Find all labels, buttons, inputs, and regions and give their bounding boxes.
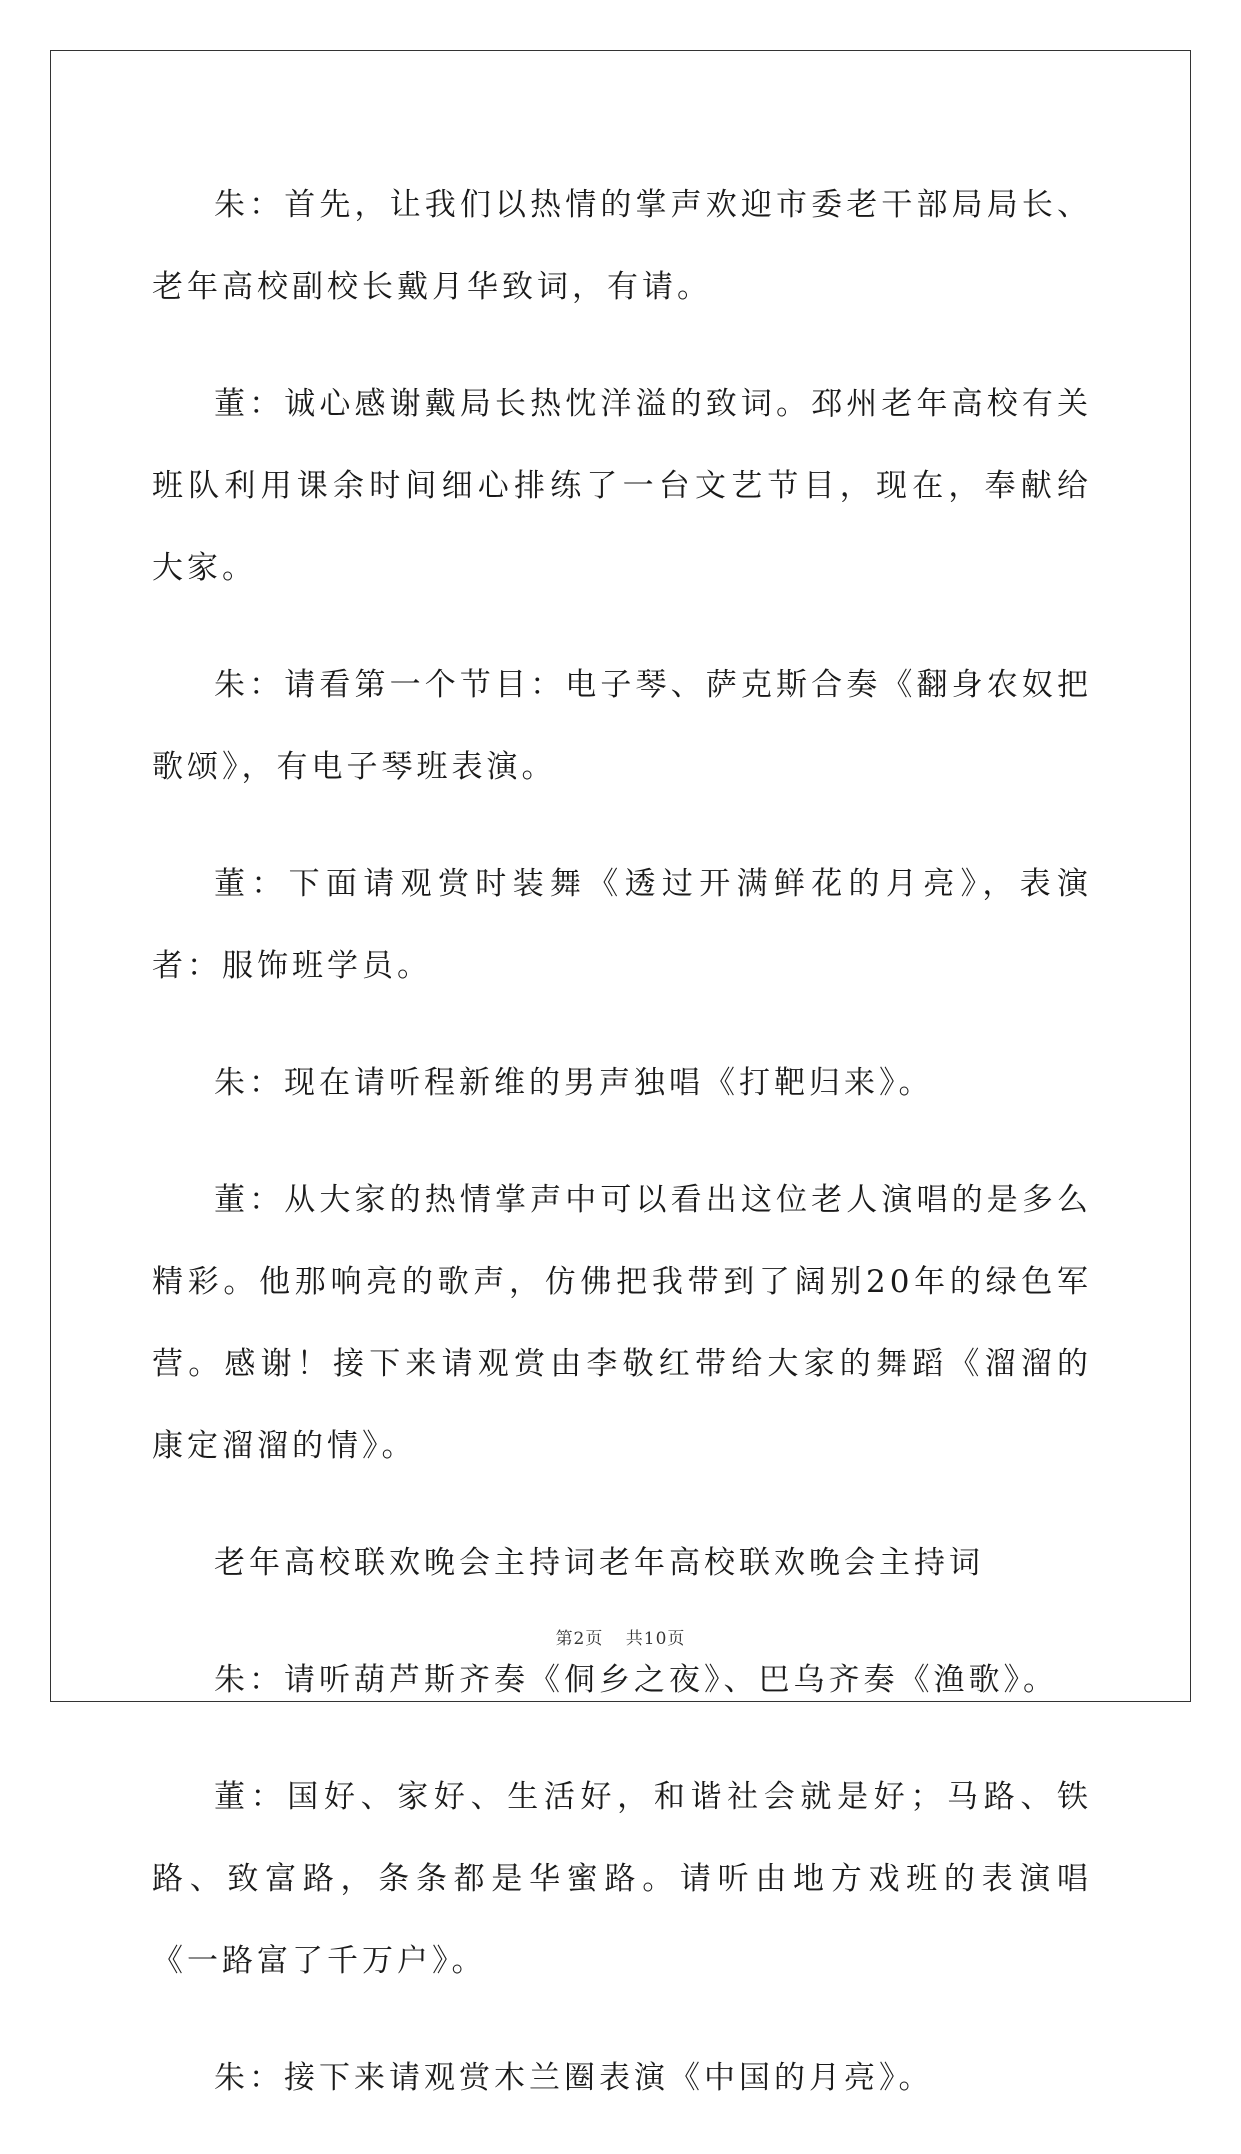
paragraph: 朱：首先，让我们以热情的掌声欢迎市委老干部局局长、老年高校副校长戴月华致词，有请。: [152, 187, 1092, 305]
paragraph: 朱：请听葫芦斯齐奏《侗乡之夜》、巴乌齐奏《渔歌》。: [214, 1662, 1058, 1698]
page-number: 第2页: [555, 1629, 604, 1649]
paragraph: 朱：现在请听程新维的男声独唱《打靶归来》。: [214, 1065, 934, 1101]
paragraph: 董：从大家的热情掌声中可以看出这位老人演唱的是多么精彩。他那响亮的歌声，仿佛把我带到了阔别20年的绿色军营。感谢！接下来请观赏由李敬红带给大家的舞蹈《溜溜的康定溜溜的情》。: [152, 1182, 1092, 1464]
document-body: [152, 164, 1092, 2154]
paragraph: 朱：接下来请观赏木兰圈表演《中国的月亮》。: [214, 2060, 934, 2096]
paragraph: 董：诚心感谢戴局长热忱洋溢的致词。邳州老年高校有关班队利用课余时间细心排练了一台文艺节目，现在，奉献给大家。: [152, 386, 1092, 586]
page-footer: [0, 1624, 1241, 1649]
paragraph: 老年高校联欢晚会主持词老年高校联欢晚会主持词: [214, 1545, 984, 1581]
paragraph: 董：下面请观赏时装舞《透过开满鲜花的月亮》，表演者：服饰班学员。: [152, 866, 1092, 984]
paragraph: 董：国好、家好、生活好，和谐社会就是好；马路、铁路、致富路，条条都是华蜜路。请听由地方戏班的表演唱《一路富了千万户》。: [152, 1779, 1092, 1979]
page-total: 共10页: [625, 1629, 686, 1649]
paragraph: 朱：请看第一个节目：电子琴、萨克斯合奏《翻身农奴把歌颂》，有电子琴班表演。: [152, 667, 1092, 785]
